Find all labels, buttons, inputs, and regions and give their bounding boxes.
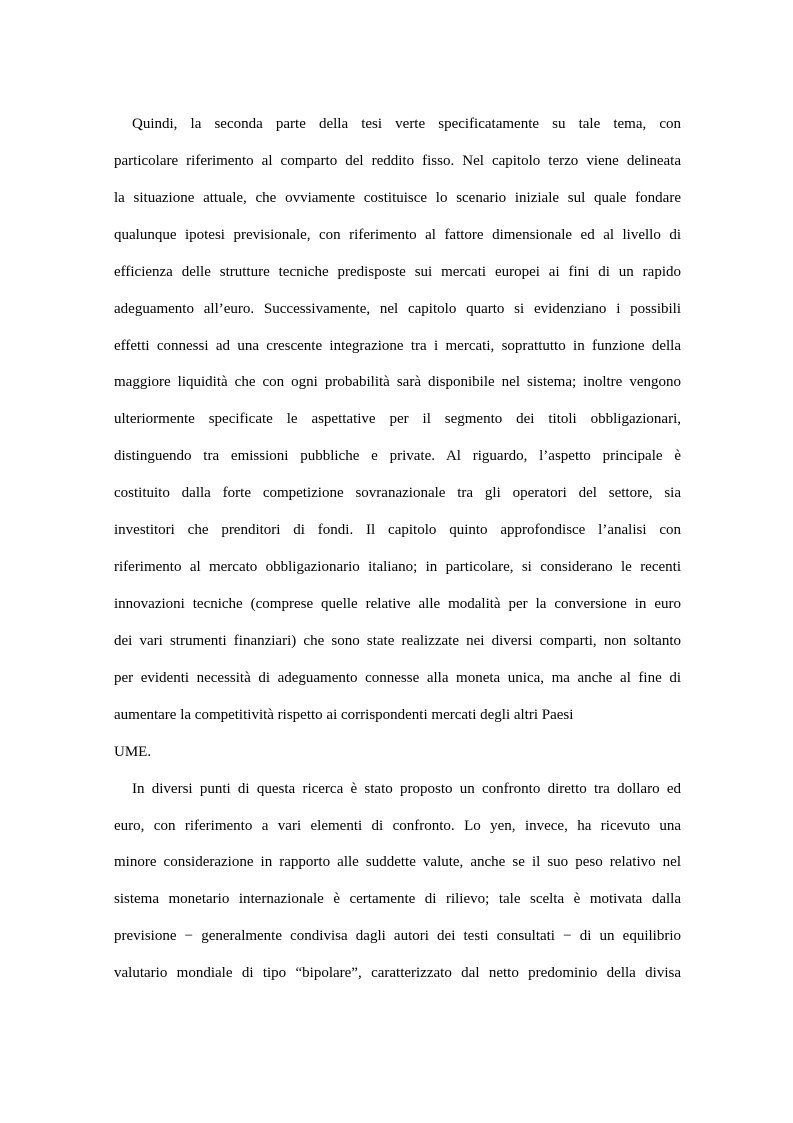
paragraph-line: dei vari strumenti finanziari) che sono state realizzate nei diversi comparti, non soltanto [114,632,681,649]
paragraph-line: previsione − generalmente condivisa dagli autori dei testi consultati − di un equilibrio [114,928,681,945]
paragraph-line: minore considerazione in rapporto alle suddette valute, anche se il suo peso relativo nel [114,854,681,871]
paragraph-line: maggiore liquidità che con ogni probabilità sarà disponibile nel sistema; inoltre vengono [114,374,681,391]
paragraph-line: adeguamento all’euro. Successivamente, nel capitolo quarto si evidenziano i possibili [114,300,681,317]
paragraph-line: riferimento al mercato obbligazionario italiano; in particolare, si considerano le recenti [114,559,681,576]
paragraph-line: qualunque ipotesi previsionale, con riferimento al fattore dimensionale ed al livello di [114,226,681,243]
paragraph-1 [114,110,681,775]
paragraph-line: per evidenti necessità di adeguamento connesse alla moneta unica, ma anche al fine di [114,669,681,686]
paragraph-line: costituito dalla forte competizione sovranazionale tra gli operatori del settore, sia [114,485,681,502]
paragraph-line: UME. [114,743,152,760]
paragraph-line: In diversi punti di questa ricerca è stato proposto un confronto diretto tra dollaro ed [132,780,681,797]
paragraph-line: valutario mondiale di tipo “bipolare”, caratterizzato dal netto predominio della divisa [114,965,681,982]
paragraph-line: sistema monetario internazionale è certamente di rilievo; tale scelta è motivata dalla [114,891,681,908]
paragraph-line: efficienza delle strutture tecniche predisposte sui mercati europei ai fini di un rapido [114,263,681,280]
paragraph-line: effetti connessi ad una crescente integrazione tra i mercati, soprattutto in funzione della [114,337,681,354]
paragraph-line: innovazioni tecniche (comprese quelle relative alle modalità per la conversione in euro [114,595,681,612]
paragraph-line: la situazione attuale, che ovviamente costituisce lo scenario iniziale sul quale fondare [114,189,681,206]
paragraph-line: Quindi, la seconda parte della tesi verte specificatamente su tale tema, con [132,116,681,132]
paragraph-line: particolare riferimento al comparto del reddito fisso. Nel capitolo terzo viene delineata [114,152,681,169]
paragraph-line: distinguendo tra emissioni pubbliche e private. Al riguardo, l’aspetto principale è [114,448,681,465]
paragraph-line: investitori che prenditori di fondi. Il capitolo quinto approfondisce l’analisi con [114,522,681,539]
body-text [114,110,681,996]
paragraph-line: ulteriormente specificate le aspettative per il segmento dei titoli obbligazionari, [114,411,681,428]
paragraph-line: euro, con riferimento a vari elementi di confronto. Lo yen, invece, ha ricevuto una [114,817,681,834]
paragraph-line: aumentare la competitività rispetto ai corrispondenti mercati degli altri Paesi [114,706,574,723]
paragraph-2 [114,775,681,997]
